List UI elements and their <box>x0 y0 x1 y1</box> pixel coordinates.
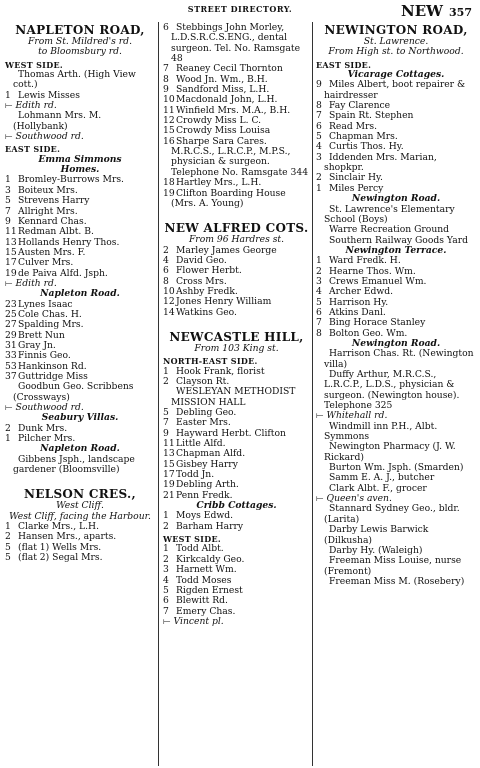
resident-name: Austen Mrs. F. <box>18 246 86 258</box>
resident-name: Dunk Mrs. <box>18 422 68 434</box>
house-number: 23 <box>5 298 17 310</box>
page-number: 357 <box>449 6 472 19</box>
house-number: 18 <box>163 177 175 189</box>
resident-name: Burton Wm. Jsph. (Smarden) <box>329 462 464 474</box>
street-subtitle: West Cliff, facing the Harbour. <box>9 510 151 522</box>
resident-name: Cole Chas. H. <box>18 308 82 320</box>
street-subtitle: From St. Mildred's rd. <box>28 36 132 47</box>
house-number: 5 <box>316 131 322 143</box>
house-number: 11 <box>163 104 175 116</box>
group-heading: Napleton Road. <box>40 443 120 455</box>
resident-name: Bing Horace Stanley <box>329 317 426 329</box>
resident-name: Miles Albert, boot repairer & hairdresser <box>324 79 466 101</box>
house-number: 1 <box>5 89 11 101</box>
house-number: 13 <box>5 236 17 248</box>
resident-entry <box>5 111 155 132</box>
resident-name: Marley James George <box>176 244 277 256</box>
resident-name: Todd Albt. <box>176 543 224 555</box>
house-number: 8 <box>316 327 322 339</box>
resident-entry <box>316 370 476 411</box>
house-number: 2 <box>5 531 11 543</box>
resident-entry <box>316 556 476 577</box>
section-spacer <box>5 475 155 487</box>
resident-name: Allright Mrs. <box>18 205 78 217</box>
resident-name: Atkins Danl. <box>329 306 386 318</box>
resident-entry <box>316 153 476 174</box>
running-header: STREET DIRECTORY. <box>187 4 293 14</box>
resident-name: Sharpe Sara Cares. M.R.C.S., L.R.C.P., M.P.S., physician & surgeon. Telephone No. Ramsgate 344 <box>171 135 309 178</box>
resident-name: Jones Henry William <box>176 296 272 308</box>
resident-name: Harrison Chas. Rt. (Newington villa) <box>324 348 474 370</box>
street-title: NEWINGTON ROAD, <box>324 23 468 37</box>
resident-name: Boiteux Mrs. <box>18 184 78 196</box>
resident-name: Hartley Mrs., L.H. <box>176 177 262 189</box>
house-number: 15 <box>5 246 17 258</box>
group-heading: Cribb Cottages. <box>196 500 277 512</box>
house-number: 4 <box>163 254 169 266</box>
directory-column-3 <box>316 23 476 587</box>
resident-name: Stebbings John Morley, L.D.S.R.C.S.ENG., dental surgeon. Tel. No. Ramsgate 48 <box>171 22 301 65</box>
resident-name: David Geo. <box>176 254 227 266</box>
resident-name: Todd Moses <box>176 574 232 586</box>
side-heading: WEST SIDE. <box>163 534 221 545</box>
house-number: 2 <box>316 265 322 277</box>
resident-name: St. Lawrence's Elementary School (Boys) <box>324 203 455 225</box>
resident-name: Crews Emanuel Wm. <box>329 275 427 287</box>
resident-entry <box>163 522 310 532</box>
house-number: 2 <box>163 553 169 565</box>
house-number: 4 <box>316 141 322 153</box>
resident-name: Warre Recreation Ground <box>329 224 450 236</box>
resident-name: Chapman Mrs. <box>329 131 398 143</box>
resident-name: Ashby Fredk. <box>176 285 238 297</box>
house-number: 2 <box>316 172 322 184</box>
resident-name: Kennard Chas. <box>18 215 87 227</box>
house-number: 2 <box>163 520 169 532</box>
group-heading: Seabury Villas. <box>41 412 119 424</box>
street-subtitle: St. Lawrence. <box>363 36 429 47</box>
street-subtitle: West Cliff. <box>56 500 104 512</box>
house-number: 1 <box>163 365 169 377</box>
house-number: 29 <box>5 329 17 341</box>
resident-name: Pilcher Mrs. <box>18 433 76 445</box>
house-number: 1 <box>316 182 322 194</box>
resident-name: Easter Mrs. <box>176 417 231 429</box>
resident-entry <box>316 525 476 546</box>
house-number: 9 <box>316 79 322 91</box>
resident-name: Hollands Henry Thos. <box>18 236 120 248</box>
house-number: 9 <box>163 84 169 96</box>
resident-entry <box>163 137 310 178</box>
house-number: 1 <box>5 521 11 533</box>
house-number: 6 <box>163 595 169 607</box>
house-number: 11 <box>5 226 17 238</box>
resident-name: Freeman Miss Louise, nurse (Fremont) <box>324 555 462 577</box>
resident-entry <box>316 577 476 587</box>
street-subtitle: From 96 Hardres st. <box>188 234 285 246</box>
resident-name: Stannard Sydney Geo., bldr. (Larita) <box>324 503 460 525</box>
resident-name: Watkins Geo. <box>176 306 237 318</box>
house-number: 9 <box>163 427 169 439</box>
side-heading: NORTH-EAST SIDE. <box>163 356 258 367</box>
house-number: 8 <box>163 73 169 85</box>
section-spacer <box>163 209 310 221</box>
house-number: 7 <box>316 317 322 329</box>
resident-entry <box>5 382 155 403</box>
resident-name: Duffy Arthur, M.R.C.S., L.R.C.P., L.D.S., physician & surgeon. (Newington house). Telephone 325 <box>324 369 460 412</box>
resident-name: Newington Pharmacy (J. W. Rickard) <box>324 441 456 463</box>
resident-name: Archer Edwd. <box>329 286 394 298</box>
resident-entry <box>316 205 476 226</box>
resident-name: Winfield Mrs. M.A., B.H. <box>176 104 291 116</box>
resident-name: Southern Railway Goods Yard <box>329 234 468 246</box>
cross-street: ⟝ Southwood rd. <box>5 403 155 413</box>
house-number: 12 <box>163 296 175 308</box>
resident-name: Freeman Miss M. (Rosebery) <box>329 575 465 587</box>
resident-name: Moys Edwd. <box>176 510 234 522</box>
resident-entry <box>5 455 155 476</box>
house-number: 6 <box>316 306 322 318</box>
house-number: 16 <box>163 135 175 147</box>
resident-name: WESLEYAN METHODIST MISSION HALL <box>171 386 296 408</box>
house-number: 5 <box>5 552 11 564</box>
house-number: 3 <box>316 275 322 287</box>
house-number: 33 <box>5 350 17 362</box>
group-heading: Newington Terrace. <box>345 244 447 256</box>
house-number: 37 <box>5 371 17 382</box>
resident-name: Clayson Rt. <box>176 375 230 387</box>
house-number: 4 <box>163 574 169 586</box>
resident-name: Windmill inn P.H., Albt. Symmons <box>324 420 438 443</box>
resident-name: Hook Frank, florist <box>176 365 265 377</box>
section-spacer <box>163 318 310 330</box>
resident-name: Curtis Thos. Hy. <box>329 141 404 153</box>
house-number: 9 <box>5 215 11 227</box>
street-subtitle: From 103 King st. <box>194 342 279 354</box>
resident-name: Gray Jn. <box>18 339 56 351</box>
house-number: 11 <box>163 438 175 450</box>
group-heading: Vicarage Cottages. <box>347 69 445 81</box>
cross-street: ⟝ Edith rd. <box>5 101 155 111</box>
resident-name: Cross Mrs. <box>176 275 227 287</box>
cross-street: ⟝ Vincent pl. <box>163 617 310 627</box>
house-number: 25 <box>5 308 17 320</box>
house-number: 15 <box>163 458 175 470</box>
resident-name: Harnett Wm. <box>176 564 237 576</box>
resident-name: Spain Rt. Stephen <box>329 110 414 122</box>
resident-name: Read Mrs. <box>329 120 378 132</box>
resident-name: Lewis Misses <box>18 89 80 101</box>
directory-column-1 <box>5 23 155 564</box>
group-heading: Newington Road. <box>351 193 441 205</box>
house-number: 27 <box>5 319 17 331</box>
resident-name: Sandford Miss, L.H. <box>176 84 270 96</box>
group-heading: Emma Simmons <box>38 153 122 165</box>
cross-street: ⟝ Edith rd. <box>5 279 155 289</box>
column-divider <box>158 22 159 766</box>
resident-name: Miles Percy <box>329 182 384 194</box>
house-number: 7 <box>163 417 169 429</box>
cross-street: ⟝ Southwood rd. <box>5 132 155 142</box>
resident-name: Samm E. A. J., butcher <box>329 472 435 484</box>
side-heading: EAST SIDE. <box>316 59 372 70</box>
group-heading: Newington Road. <box>351 337 441 349</box>
house-number: 7 <box>163 605 169 617</box>
resident-name: Lohmann Mrs. M. (Hollybank) <box>13 110 102 132</box>
resident-name: Iddenden Mrs. Marian, shopkpr. <box>324 151 437 174</box>
resident-name: Hearne Thos. Wm. <box>329 265 416 277</box>
resident-entry <box>316 504 476 525</box>
street-title: NEWCASTLE HILL, <box>169 329 304 344</box>
house-number: 19 <box>163 187 175 199</box>
resident-name: Penn Fredk. <box>176 489 233 501</box>
resident-name: Thomas Arth. (High View cott.) <box>13 69 136 91</box>
house-number: 5 <box>316 296 322 308</box>
house-number: 7 <box>5 205 11 217</box>
group-heading: Homes. <box>60 164 100 176</box>
house-number: 1 <box>163 510 169 522</box>
street-subtitle: to Bloomsbury rd. <box>38 46 122 58</box>
page-heading <box>401 2 472 20</box>
resident-entry <box>163 23 310 64</box>
resident-name: Clarke Mrs., L.H. <box>18 521 99 533</box>
resident-name: Macdonald John, L.H. <box>176 94 278 106</box>
house-number: 53 <box>5 360 17 372</box>
resident-name: Hankinson Rd. <box>18 360 87 372</box>
resident-name: Lynes Isaac <box>18 298 73 310</box>
house-number: 13 <box>163 448 175 460</box>
resident-name: Darby Hy. (Waleigh) <box>329 544 423 556</box>
house-number: 7 <box>316 110 322 122</box>
resident-name: Reaney Cecil Thornton <box>176 63 283 75</box>
street-subtitle: From High st. to Northwood. <box>328 46 464 58</box>
resident-name: Debling Arth. <box>176 479 239 491</box>
resident-name: (flat 1) Wells Mrs. <box>18 541 102 553</box>
resident-name: Hansen Mrs., aparts. <box>18 531 117 543</box>
resident-name: Strevens Harry <box>18 195 90 207</box>
resident-entry <box>5 553 155 563</box>
house-number: 5 <box>5 195 11 207</box>
resident-name: Bromley-Burrows Mrs. <box>18 174 124 186</box>
resident-name: Flower Herbt. <box>176 265 242 277</box>
house-number: 12 <box>163 115 175 127</box>
resident-name: Crowdy Miss L. C. <box>176 115 262 127</box>
resident-name: Goodbun Geo. Scribbens (Crossways) <box>13 381 134 403</box>
resident-name: Clifton Boarding House (Mrs. A. Young) <box>171 187 286 209</box>
house-number: 2 <box>163 244 169 256</box>
side-heading: EAST SIDE. <box>5 144 61 155</box>
house-number: 1 <box>316 255 322 267</box>
resident-entry <box>163 308 310 318</box>
resident-name: Emery Chas. <box>176 605 236 617</box>
house-number: 6 <box>316 120 322 132</box>
resident-name: Rigden Ernest <box>176 584 243 596</box>
resident-name: Fay Clarence <box>329 100 391 112</box>
resident-name: Gisbey Harry <box>176 458 238 470</box>
resident-name: Ward Fredk. H. <box>329 255 401 267</box>
resident-name: Blewitt Rd. <box>176 595 228 607</box>
resident-name: Culver Mrs. <box>18 257 74 269</box>
house-number: 6 <box>163 265 169 277</box>
house-number: 7 <box>163 63 169 75</box>
group-heading: Napleton Road. <box>40 288 120 300</box>
resident-name: Brett Nun <box>18 329 65 341</box>
house-number: 3 <box>316 151 322 163</box>
resident-entry <box>163 189 310 210</box>
house-number: 10 <box>163 285 175 297</box>
resident-name: Gibbens Jsph., landscape gardener (Bloomsville) <box>13 453 135 476</box>
house-number: 8 <box>316 100 322 112</box>
resident-entry <box>316 422 476 443</box>
house-number: 15 <box>163 125 175 137</box>
resident-name: Crowdy Miss Louisa <box>176 125 271 137</box>
side-heading: WEST SIDE. <box>5 59 63 70</box>
house-number: 5 <box>5 541 11 553</box>
resident-name: Redman Albt. B. <box>18 226 94 238</box>
cross-street: ⟝ Whitehall rd. <box>316 411 476 421</box>
resident-name: Clark Albt. F., grocer <box>329 482 427 494</box>
resident-name: Bolton Geo. Wm. <box>329 327 408 339</box>
column-divider <box>312 22 313 766</box>
house-number: 21 <box>163 489 175 501</box>
house-number: 2 <box>163 375 169 387</box>
resident-entry <box>316 80 476 101</box>
resident-name: Spalding Mrs. <box>18 319 84 331</box>
resident-name: Barham Harry <box>176 520 244 532</box>
house-number: 14 <box>163 306 175 318</box>
house-number: 19 <box>5 267 17 279</box>
resident-name: Guttridge Miss <box>18 371 88 382</box>
house-number: 17 <box>5 257 17 269</box>
directory-column-2 <box>163 23 310 627</box>
resident-name: Todd Jn. <box>176 469 215 481</box>
street-title: NELSON CRES., <box>24 487 136 502</box>
house-number: 3 <box>163 564 169 576</box>
resident-entry <box>5 70 155 91</box>
cross-street: ⟝ Queen's aven. <box>316 494 476 504</box>
street-title: NAPLETON ROAD, <box>15 23 145 37</box>
resident-entry <box>316 349 476 370</box>
resident-name: de Paiva Alfd. Jsph. <box>18 267 108 279</box>
house-number: 17 <box>163 469 175 481</box>
house-number: 19 <box>163 479 175 491</box>
resident-name: Sinclair Hy. <box>329 172 383 184</box>
resident-name: Debling Geo. <box>176 407 237 418</box>
resident-name: Harrison Hy. <box>329 296 389 308</box>
house-number: 31 <box>5 339 17 351</box>
house-number: 8 <box>163 275 169 287</box>
resident-name: Hayward Herbt. Clifton <box>176 427 286 439</box>
house-number: 1 <box>5 174 11 186</box>
resident-name: (flat 2) Segal Mrs. <box>18 552 103 564</box>
resident-name: Kirkcaldy Geo. <box>176 553 245 565</box>
resident-name: Chapman Alfd. <box>176 448 246 460</box>
house-number: 6 <box>163 22 169 33</box>
resident-name: Finnis Geo. <box>18 350 71 362</box>
house-number: 4 <box>316 286 322 298</box>
house-number: 1 <box>163 543 169 555</box>
house-number: 10 <box>163 94 175 106</box>
house-number: 3 <box>5 184 11 196</box>
street-title: NEW ALFRED COTS. <box>164 221 309 236</box>
resident-name: Darby Lewis Barwick (Dilkusha) <box>324 524 429 546</box>
resident-name: Little Alfd. <box>176 438 226 450</box>
house-number: 5 <box>163 407 169 418</box>
resident-name: Wood Jn. Wm., B.H. <box>176 73 268 85</box>
house-number: 5 <box>163 584 169 596</box>
resident-entry <box>316 442 476 463</box>
house-number: 2 <box>5 422 11 434</box>
section-letters: NEW <box>401 2 444 20</box>
resident-entry <box>163 387 310 408</box>
house-number: 1 <box>5 433 11 445</box>
